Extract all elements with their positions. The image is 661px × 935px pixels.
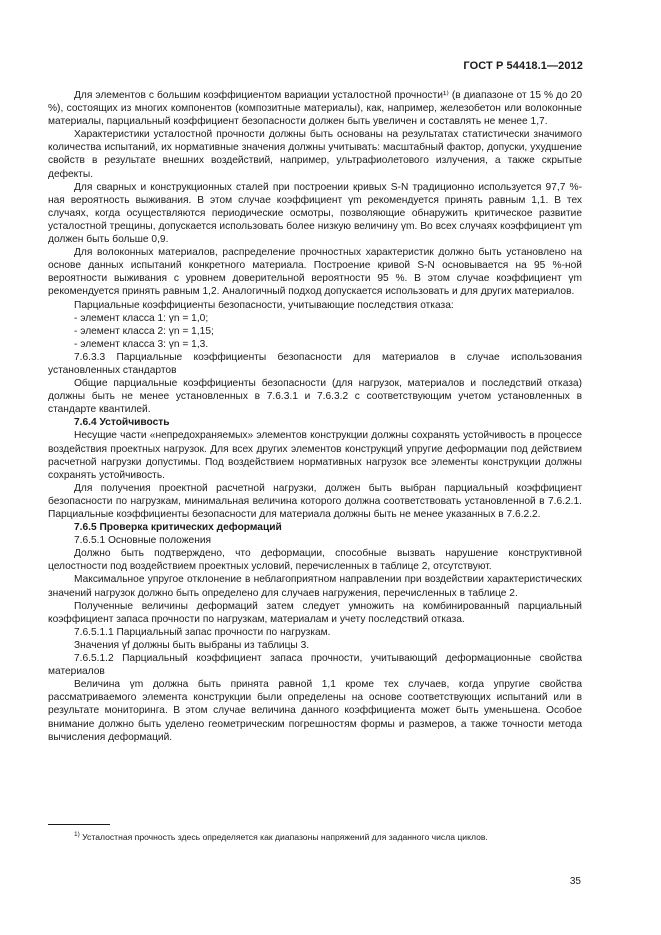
paragraph: - элемент класса 2: γn = 1,15;	[74, 325, 214, 337]
footnote-divider	[48, 824, 110, 825]
paragraph: Парциальные коэффициенты безопасности, учитывающие последствия отказа:	[74, 299, 454, 311]
section-heading: 7.6.4 Устойчивость	[74, 417, 170, 429]
paragraph: Для волоконных материалов, распределение прочностных характеристик должно быть установлено на основе данных испытаний конкретного материала. Построение кривой S-N основывается на 95 %-ной вероятности выживания с уровнем доверительной вероятности 95 %. В этом случае коэффициент γm рекомендуется принять равным 1,2. Аналогичный подход допускается использовать и для других материалов.	[48, 247, 582, 298]
paragraph: 7.6.5.1.1 Парциальный запас прочности по нагрузкам.	[74, 626, 331, 638]
paragraph: Для элементов с большим коэффициентом вариации усталостной прочности¹⁾ (в диапазоне от 15 % до 20 %), состоящих из многих компонентов (композитные материалы), как, например, железобетон или волоконные материалы, парциальный коэффициент безопасности должен быть увеличен и составлять не менее 1,7.	[48, 90, 582, 128]
footnote-marker: 1)	[74, 831, 80, 838]
document-number: ГОСТ Р 54418.1—2012	[463, 60, 583, 72]
paragraph: - элемент класса 1: γn = 1,0;	[74, 312, 209, 324]
section-heading: 7.6.5 Проверка критических деформаций	[74, 522, 282, 534]
paragraph: Общие парциальные коэффициенты безопасности (для нагрузок, материалов и последствий отказа) должны быть не менее установленных в 7.6.3.1 и 7.6.3.2 с соответствующим учетом установленных в стандарте квантилей.	[48, 378, 582, 416]
paragraph: 7.6.5.1 Основные положения	[74, 535, 212, 547]
main-text	[48, 89, 582, 744]
paragraph: 7.6.5.1.2 Парциальный коэффициент запаса прочности, учитывающий деформационные свойства материалов	[48, 653, 582, 678]
paragraph: Для сварных и конструкционных сталей при построении кривых S-N традиционно используется 97,7 %-ная вероятность выживания. В этом случае коэффициент γm рекомендуется принять равным 1,1. В тех случаях, когда осуществляются периодические осмотры, позволяющие обнаружить критическое развитие усталостной трещины, допускается использовать более низкую величину γm. Во всех случаях коэффициент γm должен быть больше 0,9.	[48, 181, 582, 246]
footnote	[74, 829, 584, 843]
paragraph: Несущие части «непредохраняемых» элементов конструкции должны сохранять устойчивость в процессе воздействия проектных нагрузок. Для всех других элементов конструкций упругие деформации под действием расчетной нагрузки допустимы. Под воздействием нормативных нагрузок все элементы конструкции должны сохранять устойчивость.	[48, 430, 582, 481]
paragraph: Значения γf должны быть выбраны из таблицы 3.	[74, 639, 310, 651]
paragraph: - элемент класса 3: γn = 1,3.	[74, 338, 209, 350]
footnote-text: Усталостная прочность здесь определяется как диапазоны напряжений для заданного числа циклов.	[82, 831, 488, 842]
paragraph: Для получения проектной расчетной нагрузки, должен быть выбран парциальный коэффициент безопасности по нагрузкам, минимальная величина которого должна соответствовать установленной в 7.6.2.1. Парциальные коэффициенты безопасности для материала должны быть не менее указанных в 7.6.2.2.	[48, 482, 582, 520]
page-number: 35	[569, 876, 581, 887]
paragraph: Полученные величины деформаций затем следует умножить на комбинированный парциальный коэффициент запаса прочности по нагрузкам, материалам и учету последствий отказа.	[48, 600, 582, 625]
paragraph: Максимальное упругое отклонение в неблагоприятном направлении при воздействии характеристических значений нагрузок должно быть определено для случаев нагружения, перечисленных в таблице 2.	[48, 574, 582, 599]
paragraph: 7.6.3.3 Парциальные коэффициенты безопасности для материалов в случае использования установленных стандартов	[48, 351, 582, 376]
paragraph: Величина γm должна быть принята равной 1,1 кроме тех случаев, когда упругие свойства рассматриваемого элемента конструкции были определены на основе соответствующих испытаний или в результате мониторинга. В этом случае величина данного коэффициента может быть уменьшена. Особое внимание должно быть уделено геометрическим погрешностям формы и размеров, а также точности метода вычисления деформаций.	[48, 679, 582, 743]
paragraph: Должно быть подтверждено, что деформации, способные вызвать нарушение конструктивной целостности под воздействием проектных условий, перечисленных в таблице 2, отсутствуют.	[48, 548, 582, 573]
paragraph: Характеристики усталостной прочности должны быть основаны на результатах статистически значимого количества испытаний, их нормативные значения должны учитывать: масштабный фактор, допуски, ухудшение свойств в результате внешних воздействий, например, ультрафиолетового излучения, а также скрытые дефекты.	[48, 129, 582, 180]
